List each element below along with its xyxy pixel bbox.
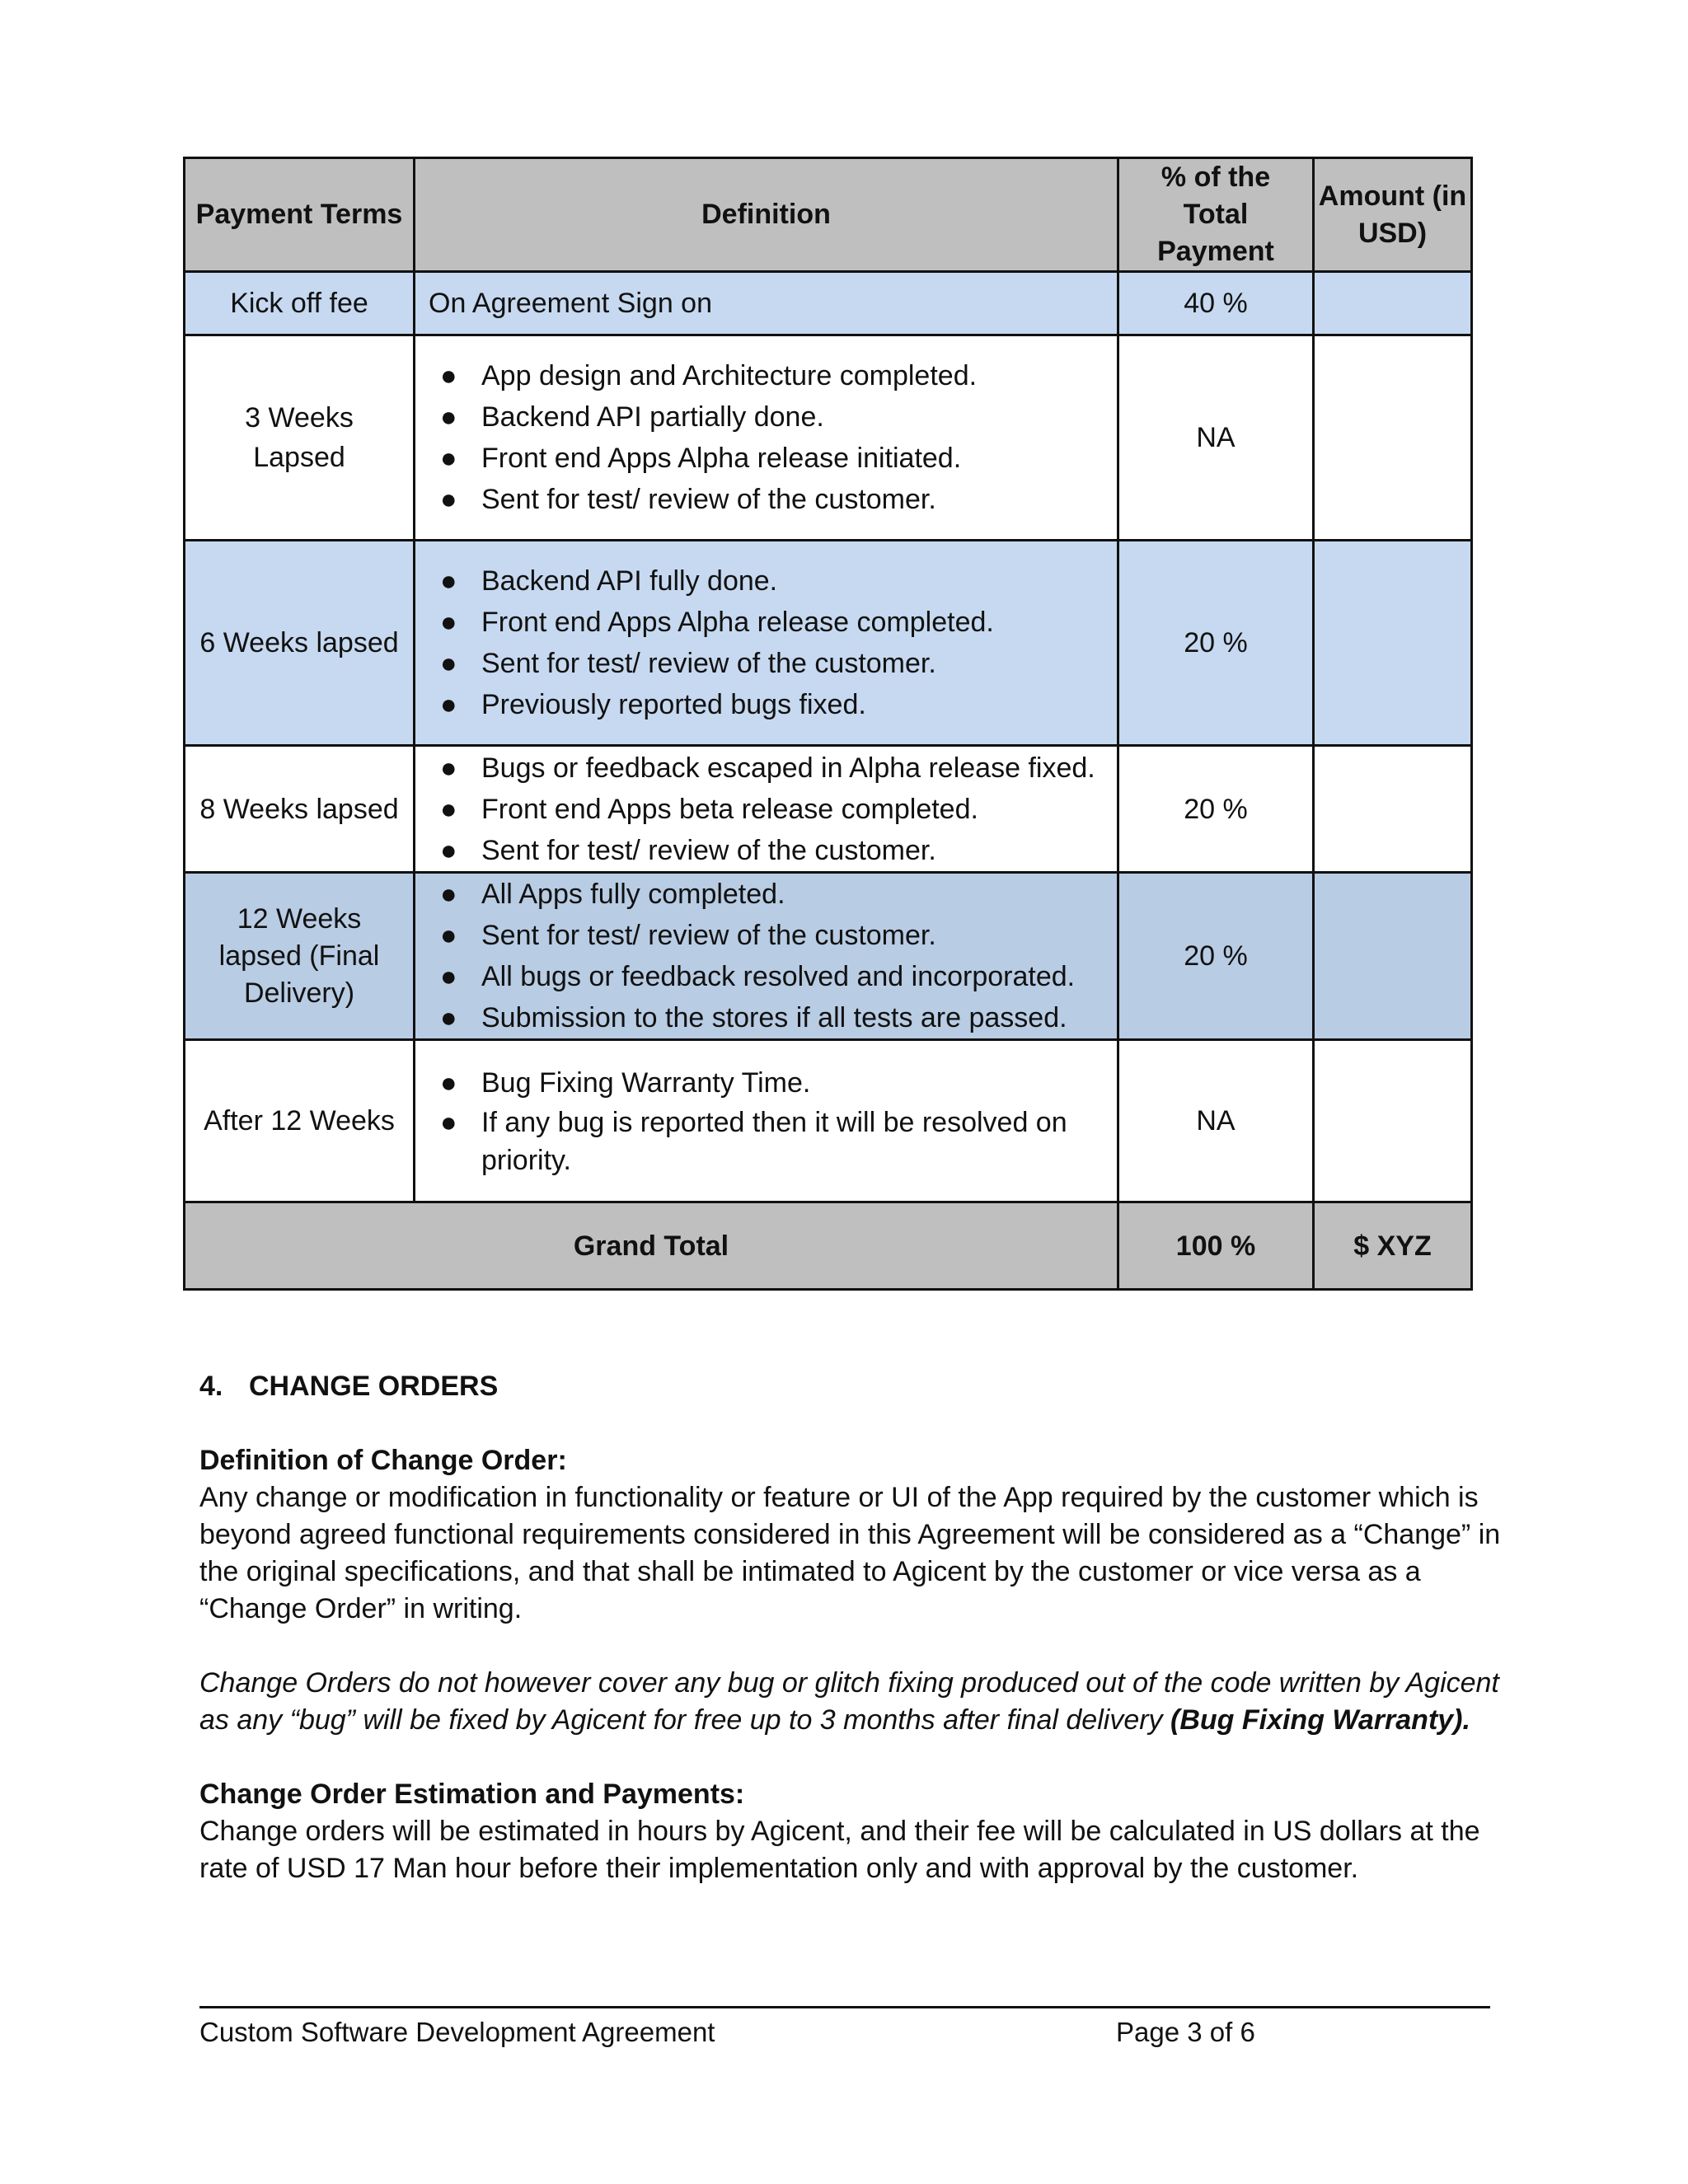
note-italic-text: Change Orders do not however cover any bug or glitch fixing produced out of the code written by Agicent as any “bug” will be fixed by Agicent for free up to 3 months after final delivery	[199, 1667, 1499, 1736]
list-item: ● Front end Apps Alpha release initiated.	[429, 438, 1105, 479]
row-amount	[1314, 541, 1472, 746]
definition-bullet-list	[429, 560, 1105, 725]
definition-heading: Definition of Change Order:	[199, 1445, 567, 1476]
bullet-icon: ●	[440, 1002, 457, 1033]
row-term: After 12 Weeks	[185, 1040, 415, 1202]
list-item: ● Sent for test/ review of the customer.	[429, 830, 1105, 871]
header-amount-usd: Amount (in USD)	[1314, 158, 1472, 272]
row-definition	[415, 873, 1118, 1040]
bullet-icon: ●	[440, 920, 457, 951]
footer-divider	[199, 2006, 1490, 2008]
grand-total-amount: $ XYZ	[1314, 1202, 1472, 1290]
list-item: ● Backend API fully done.	[429, 560, 1105, 602]
list-item: ● All Apps fully completed.	[429, 874, 1105, 915]
bullet-icon: ●	[440, 443, 457, 474]
estimation-heading: Change Order Estimation and Payments:	[199, 1779, 745, 1810]
definition-bullet-list	[429, 748, 1105, 871]
row-definition	[415, 335, 1118, 541]
bullet-icon: ●	[440, 648, 457, 679]
bullet-icon: ●	[440, 484, 457, 515]
table-row	[185, 1040, 1472, 1202]
list-item: ● Front end Apps Alpha release completed.	[429, 602, 1105, 643]
row-definition	[415, 746, 1118, 873]
header-definition: Definition	[415, 158, 1118, 272]
row-percent: 40 %	[1118, 272, 1314, 335]
bullet-icon: ●	[440, 961, 457, 992]
bullet-icon: ●	[440, 834, 457, 866]
section-heading	[199, 1368, 498, 1405]
table-row	[185, 335, 1472, 541]
list-item: ● Sent for test/ review of the customer.	[429, 643, 1105, 684]
bullet-icon: ●	[440, 879, 457, 910]
list-item: ● Sent for test/ review of the customer.	[429, 915, 1105, 956]
bullet-icon: ●	[440, 360, 457, 391]
row-term: 3 Weeks Lapsed	[185, 335, 415, 541]
list-item: ● Bugs or feedback escaped in Alpha release fixed.	[429, 748, 1105, 789]
bullet-icon: ●	[440, 607, 457, 638]
row-amount	[1314, 746, 1472, 873]
list-item: ● Previously reported bugs fixed.	[429, 684, 1105, 725]
list-item: ● Front end Apps beta release completed.	[429, 789, 1105, 830]
row-percent: NA	[1118, 1040, 1314, 1202]
row-percent: 20 %	[1118, 873, 1314, 1040]
table-row	[185, 541, 1472, 746]
table-row	[185, 746, 1472, 873]
row-term: 12 Weeks lapsed (Final Delivery)	[185, 873, 415, 1040]
bullet-icon: ●	[440, 793, 457, 825]
bullet-icon: ●	[440, 565, 457, 597]
list-item: ● All bugs or feedback resolved and incorporated.	[429, 956, 1105, 997]
table-row	[185, 873, 1472, 1040]
list-item: ● Bug Fixing Warranty Time.	[429, 1062, 1105, 1104]
list-item: ● If any bug is reported then it will be resolved on priority.	[429, 1104, 1105, 1179]
header-payment-terms: Payment Terms	[185, 158, 415, 272]
footer-page-number: Page 3 of 6	[1116, 2017, 1255, 2047]
row-definition	[415, 541, 1118, 746]
table-row	[185, 272, 1472, 335]
bullet-icon: ●	[440, 1067, 457, 1099]
definition-bullet-list	[429, 355, 1105, 520]
note-warranty-text: (Bug Fixing Warranty).	[1170, 1704, 1470, 1736]
row-percent: NA	[1118, 335, 1314, 541]
bullet-icon: ●	[440, 689, 457, 720]
row-term: 6 Weeks lapsed	[185, 541, 415, 746]
section-number: 4.	[199, 1371, 223, 1402]
row-amount	[1314, 873, 1472, 1040]
bullet-icon: ●	[440, 752, 457, 784]
row-amount	[1314, 335, 1472, 541]
note-paragraph	[199, 1665, 1502, 1739]
row-definition	[415, 1040, 1118, 1202]
row-definition: On Agreement Sign on	[415, 272, 1118, 335]
bullet-icon: ●	[440, 401, 457, 433]
bullet-icon: ●	[440, 1107, 457, 1138]
grand-total-row	[185, 1202, 1472, 1290]
row-percent: 20 %	[1118, 746, 1314, 873]
row-term: Kick off fee	[185, 272, 415, 335]
table-header-row	[185, 158, 1472, 272]
grand-total-percent: 100 %	[1118, 1202, 1314, 1290]
section-title: CHANGE ORDERS	[249, 1371, 499, 1402]
header-percent-total: % of the Total Payment	[1118, 158, 1314, 272]
estimation-paragraph: Change orders will be estimated in hours by Agicent, and their fee will be calculated in US dollars at the rate of USD 17 Man hour before their implementation only and with approval by the customer.	[199, 1816, 1480, 1884]
payment-terms-table	[183, 157, 1473, 1291]
row-term: 8 Weeks lapsed	[185, 746, 415, 873]
list-item: ● Sent for test/ review of the customer.	[429, 479, 1105, 520]
row-amount	[1314, 272, 1472, 335]
grand-total-label: Grand Total	[185, 1202, 1118, 1290]
definition-bullet-list	[429, 1062, 1105, 1179]
list-item: ● Backend API partially done.	[429, 396, 1105, 438]
definition-paragraph: Any change or modification in functionality or feature or UI of the App required by the customer which is beyond agreed functional requirements considered in this Agreement will be considered as a “Change” in the original specifications, and that shall be intimated to Agicent by the customer or vice versa as a “Change Order” in writing.	[199, 1482, 1501, 1624]
estimation-block	[199, 1776, 1502, 1887]
list-item: ● Submission to the stores if all tests are passed.	[429, 997, 1105, 1038]
definition-block	[199, 1442, 1502, 1628]
row-percent: 20 %	[1118, 541, 1314, 746]
row-amount	[1314, 1040, 1472, 1202]
list-item: ● App design and Architecture completed.	[429, 355, 1105, 396]
footer-document-title: Custom Software Development Agreement	[199, 2017, 715, 2047]
definition-bullet-list	[429, 874, 1105, 1038]
